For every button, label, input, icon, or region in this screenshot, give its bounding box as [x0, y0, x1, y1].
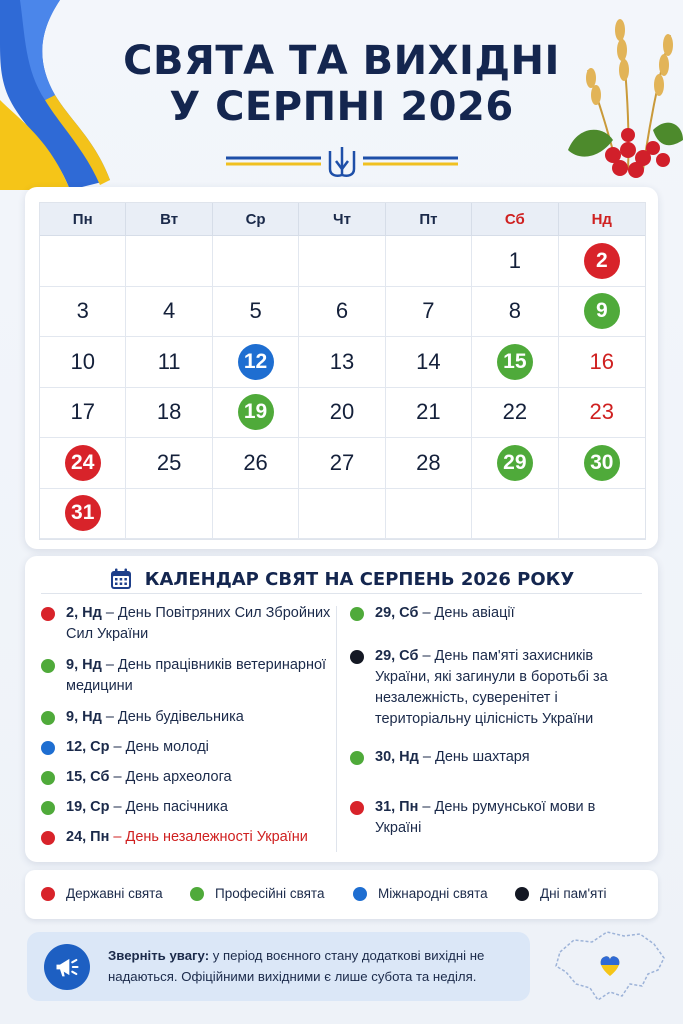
holiday-name: – День пам'яті захисників України, які загинули в боротьбі за незалежність, суверенітет і територіальну цілісність України [375, 648, 608, 727]
ukraine-map-icon [552, 922, 670, 1012]
day-marker-green: 30 [584, 445, 620, 481]
holiday-date: 15, Сб [66, 769, 110, 785]
holiday-dot [350, 650, 364, 664]
calendar-day: 5 [213, 287, 299, 338]
calendar-empty-cell [213, 236, 299, 287]
notice-box [27, 932, 530, 1001]
holiday-name: – День будівельника [105, 709, 244, 725]
holiday-name: – День молоді [113, 739, 209, 755]
calendar-day: 6 [299, 287, 385, 338]
legend-label: Професійні свята [215, 886, 325, 901]
weekday-header: Нд [559, 203, 645, 236]
title-line-1: СВЯТА ТА ВИХІДНІ [123, 38, 560, 84]
calendar-empty-cell [299, 489, 385, 540]
page-title [0, 38, 683, 130]
legend-item [41, 886, 163, 901]
holiday-dot [41, 741, 55, 755]
calendar-day [559, 236, 645, 287]
weekday-header: Ср [213, 203, 299, 236]
calendar-day [472, 438, 558, 489]
weekday-header: Сб [472, 203, 558, 236]
holiday-dot [41, 801, 55, 815]
weekday-header: Вт [126, 203, 212, 236]
holiday-item [41, 737, 331, 758]
holiday-dot [41, 659, 55, 673]
calendar-empty-cell [472, 489, 558, 540]
holiday-item [41, 655, 331, 697]
calendar-day: 1 [472, 236, 558, 287]
holiday-date: 9, Нд [66, 657, 102, 673]
holiday-name: – День шахтаря [422, 749, 530, 765]
holiday-dot [41, 711, 55, 725]
holiday-dot [41, 831, 55, 845]
trident-divider [226, 145, 458, 181]
legend-dot [190, 887, 204, 901]
notice-bold: Зверніть увагу: [108, 948, 210, 963]
calendar-empty-cell [126, 236, 212, 287]
holiday-date: 29, Сб [375, 605, 419, 621]
calendar-day [472, 337, 558, 388]
calendar-day [213, 388, 299, 439]
holidays-card [25, 556, 658, 862]
title-line-2: У СЕРПНІ 2026 [169, 84, 514, 130]
holiday-dot [41, 771, 55, 785]
holiday-dot [350, 607, 364, 621]
calendar-day: 11 [126, 337, 212, 388]
holiday-item [350, 747, 640, 768]
calendar-empty-cell [386, 236, 472, 287]
holiday-item [41, 767, 331, 788]
calendar-empty-cell [126, 489, 212, 540]
day-marker-red: 31 [65, 495, 101, 531]
calendar-day: 18 [126, 388, 212, 439]
calendar-icon [109, 567, 133, 591]
holiday-dot [350, 801, 364, 815]
day-marker-red: 24 [65, 445, 101, 481]
weekday-header: Пт [386, 203, 472, 236]
holiday-item [350, 797, 640, 839]
day-marker-red: 2 [584, 243, 620, 279]
calendar-day: 28 [386, 438, 472, 489]
calendar-day: 22 [472, 388, 558, 439]
day-marker-green: 15 [497, 344, 533, 380]
calendar-empty-cell [213, 489, 299, 540]
weekday-header: Пн [40, 203, 126, 236]
calendar-empty-cell [559, 489, 645, 540]
calendar-day: 3 [40, 287, 126, 338]
holiday-item [41, 603, 331, 645]
calendar-day: 14 [386, 337, 472, 388]
holiday-item [350, 646, 640, 730]
legend-label: Дні пам'яті [540, 886, 607, 901]
holiday-name: – День незалежності України [113, 829, 308, 845]
legend-label: Міжнародні свята [378, 886, 488, 901]
calendar-day: 23 [559, 388, 645, 439]
calendar-day [213, 337, 299, 388]
calendar-day: 26 [213, 438, 299, 489]
day-marker-green: 29 [497, 445, 533, 481]
heart-flag-icon [601, 956, 620, 976]
legend-label: Державні свята [66, 886, 163, 901]
calendar-empty-cell [299, 236, 385, 287]
calendar-day: 25 [126, 438, 212, 489]
trident-icon [330, 147, 354, 176]
calendar-day [40, 489, 126, 540]
weekday-header: Чт [299, 203, 385, 236]
holiday-date: 12, Ср [66, 739, 110, 755]
calendar-day [559, 438, 645, 489]
calendar-day: 7 [386, 287, 472, 338]
calendar-card [25, 187, 658, 549]
day-marker-green: 9 [584, 293, 620, 329]
holiday-date: 2, Нд [66, 605, 102, 621]
calendar-day: 21 [386, 388, 472, 439]
calendar-day: 13 [299, 337, 385, 388]
calendar-day: 27 [299, 438, 385, 489]
calendar-day [40, 438, 126, 489]
calendar-day [559, 287, 645, 338]
calendar-day: 10 [40, 337, 126, 388]
megaphone-icon [44, 944, 90, 990]
holiday-name: – День археолога [113, 769, 232, 785]
notice-body: у період воєнного стану додаткові вихідні не надаються. Офіційними вихідними є лише субота та неділя. [108, 948, 485, 984]
holiday-name: – День пасічника [113, 799, 228, 815]
holiday-name: – День румунської мови в Україні [375, 799, 596, 836]
holiday-dot [350, 751, 364, 765]
holiday-dot [41, 607, 55, 621]
legend-item [190, 886, 324, 901]
legend-dot [353, 887, 367, 901]
calendar-day: 17 [40, 388, 126, 439]
legend-item [353, 886, 488, 901]
legend [25, 870, 658, 919]
legend-dot [515, 887, 529, 901]
legend-dot [41, 887, 55, 901]
holiday-name: – День авіації [422, 605, 515, 621]
column-divider [336, 606, 337, 852]
holiday-date: 19, Ср [66, 799, 110, 815]
holiday-name: – День Повітряних Сил Збройних Сил України [66, 605, 331, 642]
divider [41, 593, 642, 594]
holiday-date: 30, Нд [375, 749, 419, 765]
calendar-empty-cell [40, 236, 126, 287]
calendar-day: 8 [472, 287, 558, 338]
holiday-date: 24, Пн [66, 829, 110, 845]
holiday-item [41, 827, 331, 848]
holidays-title: КАЛЕНДАР СВЯТ НА СЕРПЕНЬ 2026 РОКУ [144, 568, 575, 590]
calendar-day: 16 [559, 337, 645, 388]
notice-text [108, 945, 518, 987]
day-marker-green: 19 [238, 394, 274, 430]
legend-item [515, 886, 607, 901]
holiday-item [350, 603, 640, 624]
calendar-grid [39, 202, 646, 540]
holiday-date: 29, Сб [375, 648, 419, 664]
holiday-name: – День працівників ветеринарної медицини [66, 657, 327, 694]
holiday-date: 9, Нд [66, 709, 102, 725]
holiday-item [41, 707, 331, 728]
calendar-day: 4 [126, 287, 212, 338]
calendar-day: 20 [299, 388, 385, 439]
day-marker-blue: 12 [238, 344, 274, 380]
calendar-empty-cell [386, 489, 472, 540]
holiday-item [41, 797, 331, 818]
holiday-date: 31, Пн [375, 799, 419, 815]
